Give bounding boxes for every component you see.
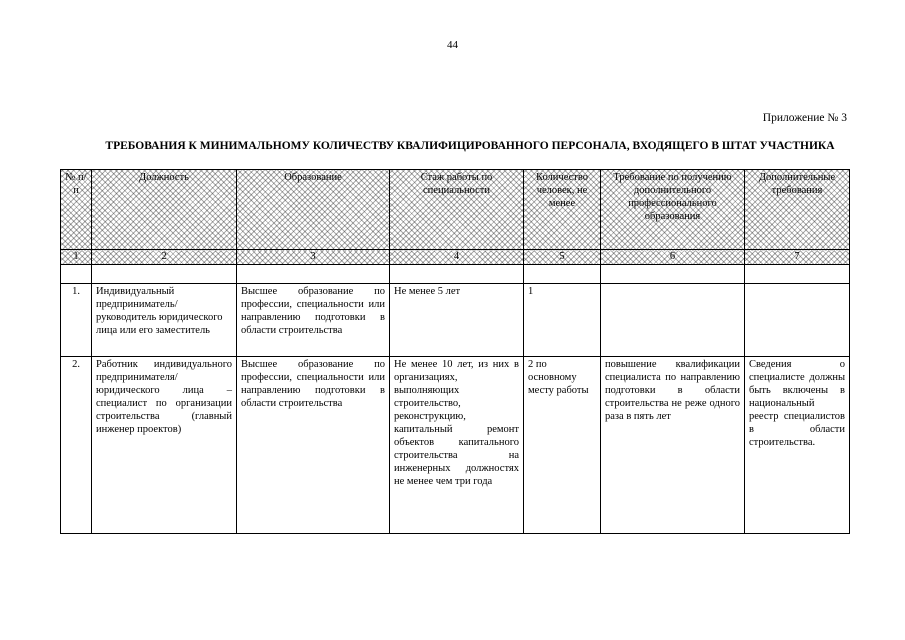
column-number: 4 (390, 250, 524, 265)
column-number: 6 (601, 250, 745, 265)
cell-additional-requirements (745, 284, 850, 357)
header-cell-additional-education: Требование по получению дополнительного профессионального образования (601, 170, 745, 250)
column-number-row (61, 250, 850, 265)
appendix-label: Приложение № 3 (762, 112, 847, 124)
column-number: 7 (745, 250, 850, 265)
document-title: ТРЕБОВАНИЯ К МИНИМАЛЬНОМУ КОЛИЧЕСТВУ КВАЛИФИЦИРОВАННОГО ПЕРСОНАЛА, ВХОДЯЩЕГО В ШТАТ УЧАСТНИКА (105, 140, 835, 152)
row-number: 1. (61, 284, 92, 357)
cell-experience: Не менее 5 лет (390, 284, 524, 357)
page-number: 44 (447, 39, 458, 51)
header-cell-count: Количество человек, не менее (524, 170, 601, 250)
cell-additional-requirements: Сведения о специалисте должны быть включены в национальный реестр специалистов в области строительства. (745, 357, 850, 534)
table-row (61, 284, 850, 357)
column-number: 3 (237, 250, 390, 265)
header-row (61, 170, 850, 250)
spacer-row (61, 265, 850, 284)
cell-additional-education (601, 284, 745, 357)
cell-position: Индивидуальный предприниматель/руководитель юридического лица или его заместитель (92, 284, 237, 357)
cell-education: Высшее образование по профессии, специальности или направлению подготовки в области строительства (237, 284, 390, 357)
table-row (61, 357, 850, 534)
header-cell-additional-requirements: Дополнительные требования (745, 170, 850, 250)
cell-additional-education: повышение квалификации специалиста по направлению подготовки в области строительства не реже одного раза в пять лет (601, 357, 745, 534)
cell-count: 2 по основному месту работы (524, 357, 601, 534)
column-number: 2 (92, 250, 237, 265)
header-cell-number: № п/п (61, 170, 92, 250)
row-number: 2. (61, 357, 92, 534)
cell-position: Работник индивидуального предпринимателя/ юридического лица – специалист по организации строительства (главный инженер проектов) (92, 357, 237, 534)
column-number: 1 (61, 250, 92, 265)
header-cell-experience: Стаж работы по специальности (390, 170, 524, 250)
requirements-table (60, 169, 850, 534)
cell-experience: Не менее 10 лет, из них в организациях, выполняющих строительство, реконструкцию, капитальный ремонт объектов капитального строительства на инженерных должностях не менее чем три года (390, 357, 524, 534)
cell-education: Высшее образование по профессии, специальности или направлению подготовки в области строительства (237, 357, 390, 534)
header-cell-position: Должность (92, 170, 237, 250)
cell-count: 1 (524, 284, 601, 357)
header-cell-education: Образование (237, 170, 390, 250)
column-number: 5 (524, 250, 601, 265)
